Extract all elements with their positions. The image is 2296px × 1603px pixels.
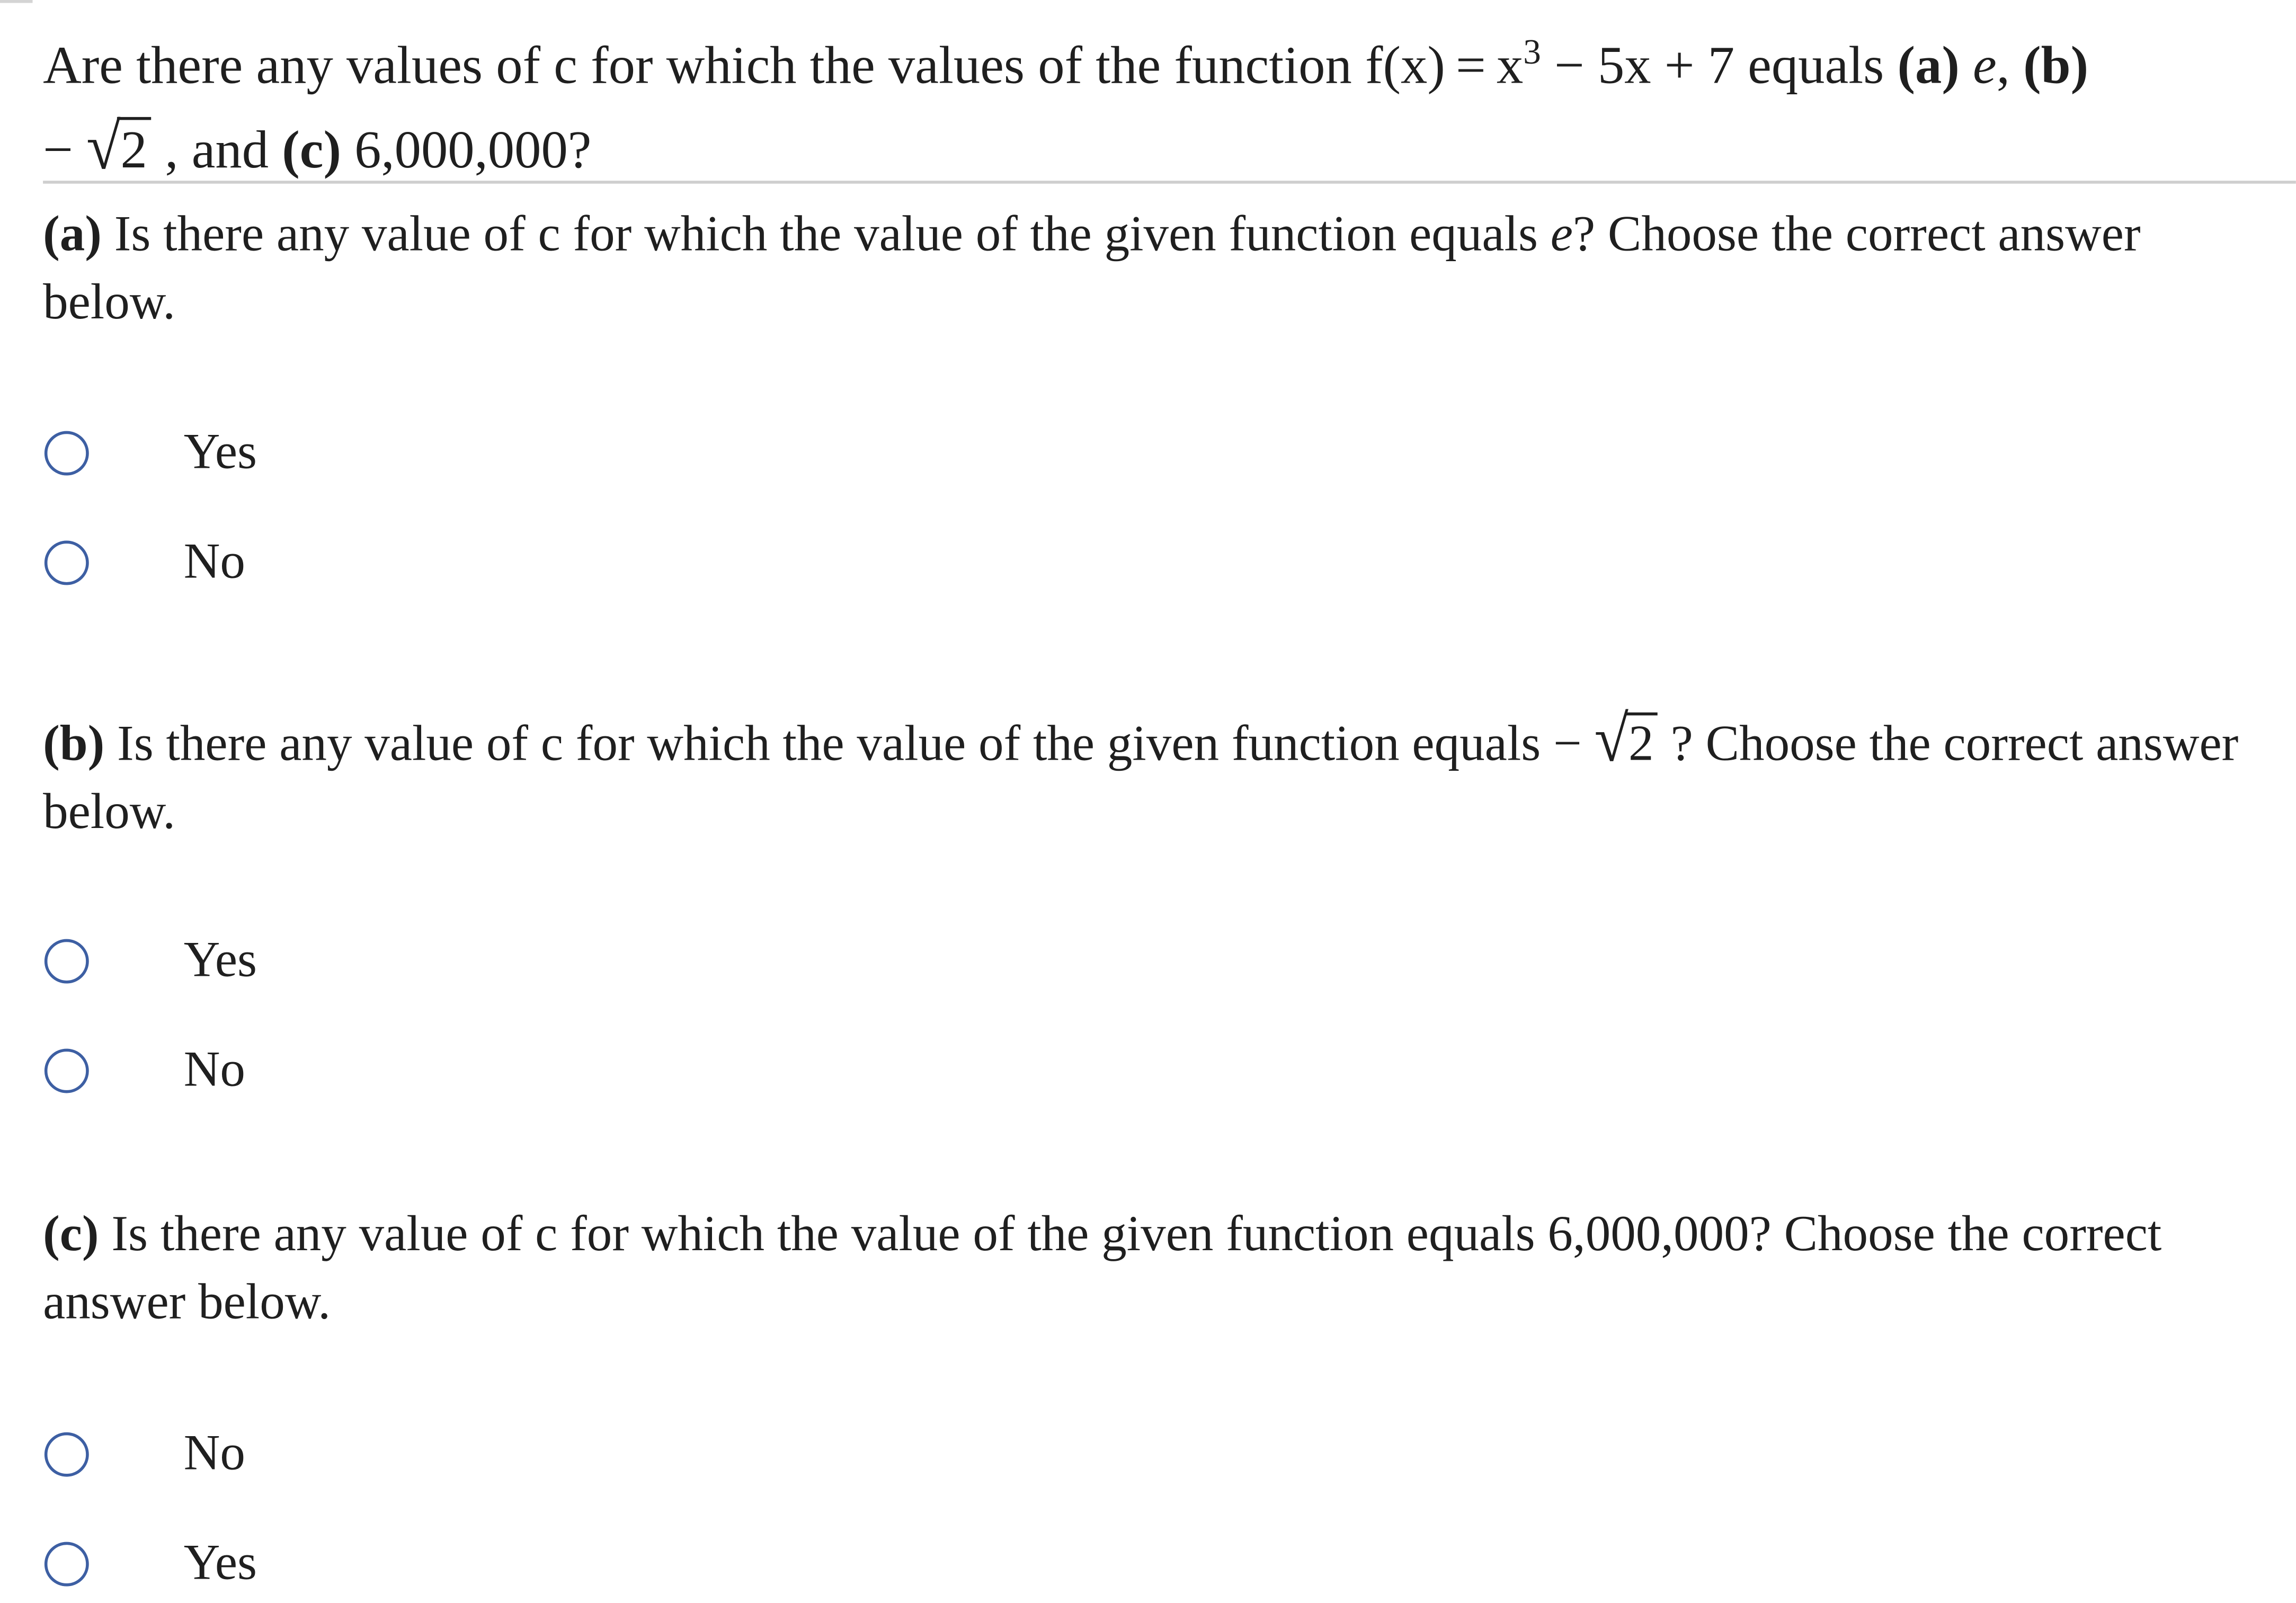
part-c-option-no[interactable]: [45, 1425, 245, 1484]
part-a-text-before: Is there any value of c for which the value of the given function equals: [101, 207, 1551, 262]
radio-button-icon[interactable]: [45, 939, 89, 984]
header-text-after: − 5x + 7 equals: [1541, 35, 1898, 95]
part-a-option-no[interactable]: [45, 533, 245, 593]
part-a-prompt: [43, 201, 2272, 337]
part-b-text-after: ? Choose the correct answer below.: [43, 717, 2239, 840]
header-exponent: 3: [1523, 34, 1541, 73]
part-b-label: (b): [43, 717, 105, 772]
part-a-text-after: ? Choose the correct answer below.: [43, 207, 2141, 331]
header-comma-b: ,: [1996, 35, 2024, 95]
header-label-c: (c): [282, 120, 341, 180]
part-b-minus: −: [1553, 717, 1582, 772]
radio-button-icon[interactable]: [45, 1049, 89, 1093]
part-b-prompt: [43, 707, 2272, 848]
header-label-b: (b): [2023, 35, 2089, 95]
radio-button-icon[interactable]: [45, 1432, 89, 1477]
part-b-option-yes[interactable]: [45, 932, 257, 991]
radio-button-icon[interactable]: [45, 431, 89, 476]
part-a-label: (a): [43, 207, 102, 262]
header-radicand: 2: [118, 117, 152, 179]
part-b-text-before: Is there any value of c for which the value of the given function equals: [104, 717, 1554, 772]
header-label-a: (a): [1897, 35, 1960, 95]
radio-button-icon[interactable]: [45, 541, 89, 585]
radical-sign-icon: √: [86, 112, 121, 184]
part-b-option-no[interactable]: [45, 1041, 245, 1101]
part-c-label: (c): [43, 1207, 99, 1262]
corner-mark: [0, 0, 33, 3]
header-text-before: Are there any values of c for which the values of the function f(x) = x: [43, 35, 1524, 95]
header-divider: [43, 181, 2296, 184]
option-label: Yes: [183, 933, 257, 988]
part-c-prompt: [43, 1201, 2272, 1338]
part-c-text: Is there any value of c for which the value of the given function equals 6,000,000? Choose the correct answer below.: [43, 1207, 2162, 1330]
radio-button-icon[interactable]: [45, 1542, 89, 1587]
part-b-sqrt: [1595, 707, 1658, 779]
header-minus: −: [43, 120, 73, 180]
option-label: Yes: [183, 425, 257, 480]
radical-sign-icon: √: [1594, 705, 1628, 777]
header-text-end: 6,000,000?: [341, 120, 592, 180]
option-label: Yes: [183, 1536, 257, 1591]
option-label: No: [183, 1043, 245, 1098]
question-header: [43, 12, 2272, 191]
part-a-e-symbol: e: [1550, 207, 1573, 262]
option-label: No: [183, 1426, 245, 1481]
part-b-radicand: 2: [1625, 713, 1658, 774]
option-label: No: [183, 535, 245, 590]
part-c-option-yes[interactable]: [45, 1535, 257, 1594]
part-a-option-yes[interactable]: [45, 424, 257, 483]
header-e-symbol: e: [1973, 35, 1997, 95]
header-text-and: , and: [152, 120, 282, 180]
header-sqrt: [86, 106, 152, 191]
